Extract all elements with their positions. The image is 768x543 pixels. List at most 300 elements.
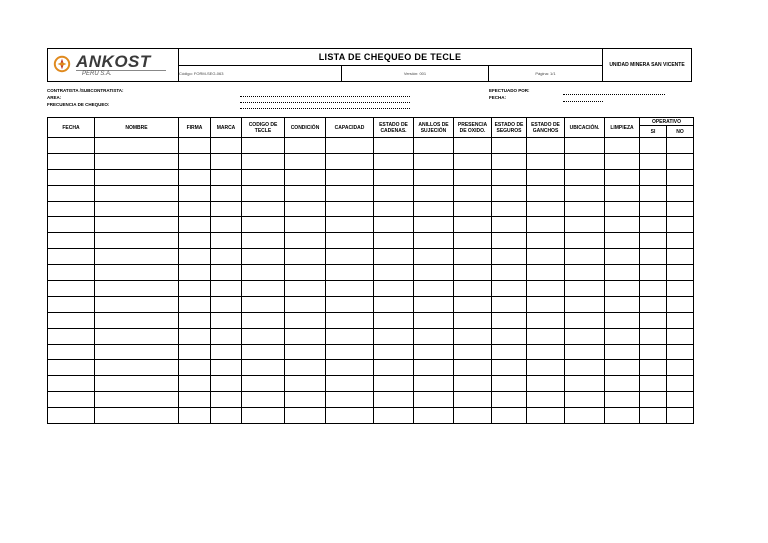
table-cell[interactable] xyxy=(326,169,374,185)
table-cell[interactable] xyxy=(211,249,242,265)
table-cell[interactable] xyxy=(242,233,285,249)
table-cell[interactable] xyxy=(565,296,605,312)
table-cell[interactable] xyxy=(667,185,694,201)
table-cell[interactable] xyxy=(326,408,374,424)
table-cell[interactable] xyxy=(211,360,242,376)
checklist-body xyxy=(48,138,694,424)
table-cell[interactable] xyxy=(374,138,414,154)
table-cell[interactable] xyxy=(667,217,694,233)
table-cell[interactable] xyxy=(565,249,605,265)
table-cell[interactable] xyxy=(492,217,527,233)
table-cell[interactable] xyxy=(640,281,667,297)
table-cell[interactable] xyxy=(179,344,211,360)
table-cell[interactable] xyxy=(565,217,605,233)
table-cell[interactable] xyxy=(242,328,285,344)
table-cell[interactable] xyxy=(414,376,454,392)
table-cell[interactable] xyxy=(605,169,640,185)
table-cell[interactable] xyxy=(454,138,492,154)
table-cell[interactable] xyxy=(454,201,492,217)
table-cell[interactable] xyxy=(527,169,565,185)
table-cell[interactable] xyxy=(48,249,95,265)
table-cell[interactable] xyxy=(374,408,414,424)
table-cell[interactable] xyxy=(374,249,414,265)
table-cell[interactable] xyxy=(527,296,565,312)
table-cell[interactable] xyxy=(326,392,374,408)
table-cell[interactable] xyxy=(211,138,242,154)
table-cell[interactable] xyxy=(95,281,179,297)
table-cell[interactable] xyxy=(374,296,414,312)
table-cell[interactable] xyxy=(95,360,179,376)
table-cell[interactable] xyxy=(565,344,605,360)
table-cell[interactable] xyxy=(179,201,211,217)
table-cell[interactable] xyxy=(285,233,326,249)
table-cell[interactable] xyxy=(285,281,326,297)
table-cell[interactable] xyxy=(454,153,492,169)
table-cell[interactable] xyxy=(492,344,527,360)
table-cell[interactable] xyxy=(285,169,326,185)
table-cell[interactable] xyxy=(527,328,565,344)
table-cell[interactable] xyxy=(454,233,492,249)
table-cell[interactable] xyxy=(179,360,211,376)
table-cell[interactable] xyxy=(605,217,640,233)
table-cell[interactable] xyxy=(374,201,414,217)
table-cell[interactable] xyxy=(48,233,95,249)
table-cell[interactable] xyxy=(326,249,374,265)
table-cell[interactable] xyxy=(640,153,667,169)
table-cell[interactable] xyxy=(414,328,454,344)
table-cell[interactable] xyxy=(211,201,242,217)
table-cell[interactable] xyxy=(640,185,667,201)
table-cell[interactable] xyxy=(285,185,326,201)
table-cell[interactable] xyxy=(211,217,242,233)
table-cell[interactable] xyxy=(326,328,374,344)
table-cell[interactable] xyxy=(48,217,95,233)
table-cell[interactable] xyxy=(492,169,527,185)
table-cell[interactable] xyxy=(414,169,454,185)
table-cell[interactable] xyxy=(565,408,605,424)
table-cell[interactable] xyxy=(667,281,694,297)
table-cell[interactable] xyxy=(285,138,326,154)
table-cell[interactable] xyxy=(48,344,95,360)
table-cell[interactable] xyxy=(492,233,527,249)
table-cell[interactable] xyxy=(48,138,95,154)
table-cell[interactable] xyxy=(326,153,374,169)
table-cell[interactable] xyxy=(640,265,667,281)
table-cell[interactable] xyxy=(454,408,492,424)
table-cell[interactable] xyxy=(667,153,694,169)
table-cell[interactable] xyxy=(95,265,179,281)
table-cell[interactable] xyxy=(454,344,492,360)
table-cell[interactable] xyxy=(242,265,285,281)
table-cell[interactable] xyxy=(326,344,374,360)
table-cell[interactable] xyxy=(640,169,667,185)
table-cell[interactable] xyxy=(242,296,285,312)
table-cell[interactable] xyxy=(211,153,242,169)
table-cell[interactable] xyxy=(48,296,95,312)
table-cell[interactable] xyxy=(667,296,694,312)
table-cell[interactable] xyxy=(179,328,211,344)
table-cell[interactable] xyxy=(565,392,605,408)
table-cell[interactable] xyxy=(326,185,374,201)
table-cell[interactable] xyxy=(374,153,414,169)
table-cell[interactable] xyxy=(285,265,326,281)
table-cell[interactable] xyxy=(179,153,211,169)
table-cell[interactable] xyxy=(48,265,95,281)
table-cell[interactable] xyxy=(285,408,326,424)
table-cell[interactable] xyxy=(211,408,242,424)
table-cell[interactable] xyxy=(605,312,640,328)
table-cell[interactable] xyxy=(565,328,605,344)
table-cell[interactable] xyxy=(605,296,640,312)
table-cell[interactable] xyxy=(527,138,565,154)
frecuencia-line[interactable] xyxy=(240,108,410,109)
table-cell[interactable] xyxy=(492,392,527,408)
table-cell[interactable] xyxy=(374,281,414,297)
table-cell[interactable] xyxy=(179,408,211,424)
table-cell[interactable] xyxy=(326,217,374,233)
table-cell[interactable] xyxy=(95,344,179,360)
table-cell[interactable] xyxy=(640,217,667,233)
table-cell[interactable] xyxy=(285,201,326,217)
table-cell[interactable] xyxy=(527,201,565,217)
table-cell[interactable] xyxy=(605,328,640,344)
table-cell[interactable] xyxy=(285,296,326,312)
table-cell[interactable] xyxy=(414,249,454,265)
table-cell[interactable] xyxy=(179,281,211,297)
table-cell[interactable] xyxy=(605,201,640,217)
table-cell[interactable] xyxy=(565,312,605,328)
table-cell[interactable] xyxy=(414,296,454,312)
table-cell[interactable] xyxy=(605,392,640,408)
table-cell[interactable] xyxy=(242,201,285,217)
table-cell[interactable] xyxy=(95,312,179,328)
table-cell[interactable] xyxy=(285,312,326,328)
table-cell[interactable] xyxy=(211,265,242,281)
table-cell[interactable] xyxy=(374,376,414,392)
table-cell[interactable] xyxy=(667,233,694,249)
table-cell[interactable] xyxy=(95,328,179,344)
table-cell[interactable] xyxy=(95,249,179,265)
table-cell[interactable] xyxy=(492,328,527,344)
table-cell[interactable] xyxy=(211,312,242,328)
table-cell[interactable] xyxy=(48,185,95,201)
table-cell[interactable] xyxy=(48,312,95,328)
table-cell[interactable] xyxy=(374,360,414,376)
table-cell[interactable] xyxy=(492,408,527,424)
table-cell[interactable] xyxy=(414,344,454,360)
table-cell[interactable] xyxy=(565,376,605,392)
table-cell[interactable] xyxy=(374,185,414,201)
table-cell[interactable] xyxy=(454,296,492,312)
table-cell[interactable] xyxy=(527,392,565,408)
table-cell[interactable] xyxy=(242,249,285,265)
table-cell[interactable] xyxy=(374,217,414,233)
table-cell[interactable] xyxy=(211,392,242,408)
table-cell[interactable] xyxy=(565,233,605,249)
table-cell[interactable] xyxy=(242,360,285,376)
table-cell[interactable] xyxy=(48,153,95,169)
table-cell[interactable] xyxy=(95,201,179,217)
table-cell[interactable] xyxy=(454,392,492,408)
table-cell[interactable] xyxy=(179,392,211,408)
table-cell[interactable] xyxy=(285,153,326,169)
contratista-line[interactable] xyxy=(240,96,410,97)
table-cell[interactable] xyxy=(95,217,179,233)
table-cell[interactable] xyxy=(48,376,95,392)
table-cell[interactable] xyxy=(414,408,454,424)
table-cell[interactable] xyxy=(285,344,326,360)
table-cell[interactable] xyxy=(492,201,527,217)
table-cell[interactable] xyxy=(285,328,326,344)
table-cell[interactable] xyxy=(179,217,211,233)
table-cell[interactable] xyxy=(285,376,326,392)
table-cell[interactable] xyxy=(640,249,667,265)
table-cell[interactable] xyxy=(95,185,179,201)
table-cell[interactable] xyxy=(667,328,694,344)
table-cell[interactable] xyxy=(605,249,640,265)
table-cell[interactable] xyxy=(242,408,285,424)
table-cell[interactable] xyxy=(242,344,285,360)
table-cell[interactable] xyxy=(640,201,667,217)
table-cell[interactable] xyxy=(242,217,285,233)
table-cell[interactable] xyxy=(492,249,527,265)
table-cell[interactable] xyxy=(605,153,640,169)
table-cell[interactable] xyxy=(414,233,454,249)
table-cell[interactable] xyxy=(179,376,211,392)
table-cell[interactable] xyxy=(565,265,605,281)
table-cell[interactable] xyxy=(667,138,694,154)
table-row xyxy=(48,408,694,424)
table-cell[interactable] xyxy=(605,408,640,424)
table-cell[interactable] xyxy=(640,328,667,344)
table-cell[interactable] xyxy=(605,233,640,249)
table-cell[interactable] xyxy=(48,201,95,217)
table-cell[interactable] xyxy=(492,296,527,312)
table-cell[interactable] xyxy=(179,265,211,281)
table-cell[interactable] xyxy=(374,328,414,344)
table-cell[interactable] xyxy=(95,153,179,169)
table-cell[interactable] xyxy=(492,281,527,297)
table-cell[interactable] xyxy=(374,312,414,328)
table-cell[interactable] xyxy=(242,138,285,154)
header-row-top xyxy=(48,118,694,126)
table-cell[interactable] xyxy=(492,185,527,201)
table-cell[interactable] xyxy=(565,138,605,154)
table-cell[interactable] xyxy=(326,281,374,297)
table-cell[interactable] xyxy=(454,328,492,344)
table-cell[interactable] xyxy=(667,265,694,281)
table-cell[interactable] xyxy=(492,376,527,392)
table-cell[interactable] xyxy=(414,312,454,328)
table-cell[interactable] xyxy=(211,281,242,297)
table-cell[interactable] xyxy=(605,281,640,297)
table-cell[interactable] xyxy=(527,281,565,297)
table-cell[interactable] xyxy=(454,312,492,328)
table-cell[interactable] xyxy=(242,376,285,392)
table-cell[interactable] xyxy=(374,265,414,281)
table-cell[interactable] xyxy=(527,408,565,424)
table-cell[interactable] xyxy=(454,185,492,201)
table-cell[interactable] xyxy=(48,360,95,376)
table-cell[interactable] xyxy=(565,281,605,297)
table-cell[interactable] xyxy=(326,360,374,376)
table-cell[interactable] xyxy=(242,153,285,169)
table-cell[interactable] xyxy=(454,281,492,297)
table-cell[interactable] xyxy=(48,169,95,185)
table-cell[interactable] xyxy=(565,169,605,185)
table-cell[interactable] xyxy=(179,233,211,249)
table-cell[interactable] xyxy=(527,233,565,249)
table-cell[interactable] xyxy=(326,296,374,312)
table-cell[interactable] xyxy=(95,233,179,249)
efectuado-line[interactable] xyxy=(563,94,665,95)
table-cell[interactable] xyxy=(374,392,414,408)
table-row xyxy=(48,153,694,169)
table-cell[interactable] xyxy=(640,344,667,360)
table-cell[interactable] xyxy=(242,281,285,297)
table-cell[interactable] xyxy=(285,392,326,408)
table-cell[interactable] xyxy=(211,328,242,344)
table-cell[interactable] xyxy=(565,360,605,376)
table-cell[interactable] xyxy=(667,312,694,328)
table-cell[interactable] xyxy=(605,376,640,392)
table-cell[interactable] xyxy=(414,153,454,169)
table-cell[interactable] xyxy=(640,392,667,408)
table-cell[interactable] xyxy=(48,408,95,424)
table-cell[interactable] xyxy=(211,233,242,249)
table-cell[interactable] xyxy=(414,392,454,408)
area-label: AREA: xyxy=(47,95,62,100)
table-cell[interactable] xyxy=(211,296,242,312)
table-cell[interactable] xyxy=(527,249,565,265)
table-cell[interactable] xyxy=(414,185,454,201)
table-cell[interactable] xyxy=(605,360,640,376)
table-cell[interactable] xyxy=(454,217,492,233)
table-cell[interactable] xyxy=(326,265,374,281)
table-cell[interactable] xyxy=(454,265,492,281)
table-cell[interactable] xyxy=(48,392,95,408)
table-cell[interactable] xyxy=(454,169,492,185)
table-cell[interactable] xyxy=(326,376,374,392)
table-cell[interactable] xyxy=(605,185,640,201)
table-cell[interactable] xyxy=(527,153,565,169)
table-cell[interactable] xyxy=(454,360,492,376)
table-cell[interactable] xyxy=(565,153,605,169)
table-cell[interactable] xyxy=(492,312,527,328)
table-cell[interactable] xyxy=(326,312,374,328)
table-cell[interactable] xyxy=(565,201,605,217)
table-cell[interactable] xyxy=(179,249,211,265)
table-cell[interactable] xyxy=(95,138,179,154)
table-cell[interactable] xyxy=(374,169,414,185)
table-cell[interactable] xyxy=(640,408,667,424)
table-cell[interactable] xyxy=(640,296,667,312)
table-cell[interactable] xyxy=(179,296,211,312)
table-cell[interactable] xyxy=(179,169,211,185)
table-cell[interactable] xyxy=(374,233,414,249)
table-cell[interactable] xyxy=(285,360,326,376)
table-cell[interactable] xyxy=(565,185,605,201)
table-cell[interactable] xyxy=(492,153,527,169)
table-cell[interactable] xyxy=(414,360,454,376)
table-cell[interactable] xyxy=(640,233,667,249)
col-estado-seguros: ESTADO DE SEGUROS xyxy=(492,118,527,138)
table-cell[interactable] xyxy=(242,169,285,185)
table-cell[interactable] xyxy=(667,344,694,360)
table-cell[interactable] xyxy=(640,138,667,154)
table-cell[interactable] xyxy=(179,138,211,154)
table-cell[interactable] xyxy=(527,312,565,328)
table-cell[interactable] xyxy=(326,201,374,217)
table-cell[interactable] xyxy=(667,408,694,424)
table-cell[interactable] xyxy=(95,392,179,408)
table-cell[interactable] xyxy=(667,376,694,392)
table-cell[interactable] xyxy=(242,312,285,328)
table-cell[interactable] xyxy=(667,169,694,185)
table-cell[interactable] xyxy=(492,138,527,154)
table-cell[interactable] xyxy=(605,265,640,281)
table-cell[interactable] xyxy=(414,265,454,281)
table-cell[interactable] xyxy=(414,217,454,233)
table-cell[interactable] xyxy=(179,312,211,328)
table-cell[interactable] xyxy=(242,392,285,408)
table-cell[interactable] xyxy=(48,281,95,297)
table-cell[interactable] xyxy=(527,360,565,376)
table-cell[interactable] xyxy=(48,328,95,344)
table-cell[interactable] xyxy=(640,376,667,392)
table-cell[interactable] xyxy=(492,265,527,281)
table-cell[interactable] xyxy=(667,201,694,217)
fecha-line[interactable] xyxy=(563,101,603,102)
table-cell[interactable] xyxy=(527,217,565,233)
table-cell[interactable] xyxy=(527,376,565,392)
table-cell[interactable] xyxy=(527,185,565,201)
table-cell[interactable] xyxy=(95,408,179,424)
table-cell[interactable] xyxy=(95,169,179,185)
table-cell[interactable] xyxy=(667,360,694,376)
area-line[interactable] xyxy=(240,102,410,103)
table-cell[interactable] xyxy=(454,249,492,265)
table-cell[interactable] xyxy=(242,185,285,201)
table-cell[interactable] xyxy=(527,265,565,281)
table-cell[interactable] xyxy=(667,392,694,408)
table-cell[interactable] xyxy=(374,344,414,360)
table-cell[interactable] xyxy=(605,344,640,360)
table-cell[interactable] xyxy=(414,281,454,297)
table-cell[interactable] xyxy=(179,185,211,201)
table-cell[interactable] xyxy=(527,344,565,360)
table-cell[interactable] xyxy=(285,249,326,265)
table-cell[interactable] xyxy=(640,360,667,376)
table-cell[interactable] xyxy=(326,233,374,249)
table-cell[interactable] xyxy=(95,376,179,392)
table-cell[interactable] xyxy=(211,376,242,392)
table-cell[interactable] xyxy=(211,169,242,185)
table-row xyxy=(48,296,694,312)
table-cell[interactable] xyxy=(414,201,454,217)
table-cell[interactable] xyxy=(211,185,242,201)
table-cell[interactable] xyxy=(492,360,527,376)
table-cell[interactable] xyxy=(454,376,492,392)
table-cell[interactable] xyxy=(211,344,242,360)
table-cell[interactable] xyxy=(414,138,454,154)
table-cell[interactable] xyxy=(667,249,694,265)
table-cell[interactable] xyxy=(605,138,640,154)
table-cell[interactable] xyxy=(285,217,326,233)
table-cell[interactable] xyxy=(95,296,179,312)
table-cell[interactable] xyxy=(326,138,374,154)
table-cell[interactable] xyxy=(640,312,667,328)
